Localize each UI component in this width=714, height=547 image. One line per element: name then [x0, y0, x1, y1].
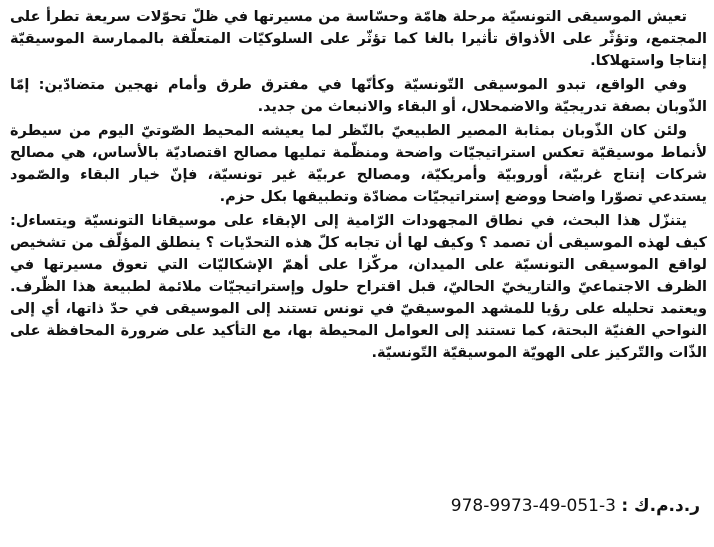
- back-cover-text: [10, 6, 707, 542]
- paragraph-3: ولئن كان الذّوبان بمثابة المصير الطبيعيّ بالنّظر لما يعيشه المحيط الصّوتيّ اليوم من سيطرة لأنماط موسيقيّة تعكس استراتيجيّات واضحة ومنظّمة تمليها مصالح اقتصاديّة بالأساس، هي مصالح شركات إنتاج غربيّة، أوروبيّة وأمريكيّة، ومصالح عربيّة غير تونسيّة، فإنّ خيار البقاء والصّمود يستدعي تصوّرا واضحا ووضع إستراتيجيّات مضادّة وتطبيقها بكل حزم.: [10, 123, 707, 205]
- isbn-line: [451, 496, 700, 516]
- paragraph-1: تعيش الموسيقى التونسيّة مرحلة هامّة وحسّاسة من مسيرتها في ظلّ تحوّلات سريعة تطرأ على المجتمع، وتؤثّر على الأذواق تأثيرا بالغا كما تؤثّر على السلوكيّات المتعلّقة بالممارسة الموسيقيّة إنتاجا واستهلاكا.: [10, 9, 707, 69]
- paragraph-2: وفي الواقع، تبدو الموسيقى التّونسيّة وكأنّها في مفترق طرق وأمام نهجين متضادّين: إمّا الذّوبان بصفة تدريجيّة والاضمحلال، أو البقاء والانبعاث من جديد.: [10, 77, 707, 115]
- isbn-number: 978-9973-49-051-3: [450, 496, 616, 516]
- paragraph-4: يتنزّل هذا البحث، في نطاق المجهودات الرّامية إلى الإبقاء على موسيقانا التونسيّة ويتساءل: كيف لهذه الموسيقى أن تصمد ؟ وكيف لها أن تجابه كلّ هذه التحدّيات ؟ ينطلق المؤلّف من تشخيص لواقع الموسيقى التونسيّة على الميدان، مركّزا على أهمّ الإشكاليّات التي تعوق مسيرتها في الظرف الاجتماعيّ والتاريخيّ الحاليّ، قبل اقتراح حلول وإستراتيجيّات ملائمة لطبيعة هذا الظّرف. ويعتمد تحليله على رؤيا للمشهد الموسيقيّ في تونس تستند إلى الموسيقى في حدّ ذاتها، أي إلى النواحي الفنيّة البحتة، كما تستند إلى العوامل المحيطة بها، مع التأكيد على ضرورة المحافظة على الذّات والتّركيز على الهويّة الموسيقيّة التّونسيّة.: [10, 213, 707, 361]
- isbn-label: ر.د.م.ك :: [621, 496, 700, 516]
